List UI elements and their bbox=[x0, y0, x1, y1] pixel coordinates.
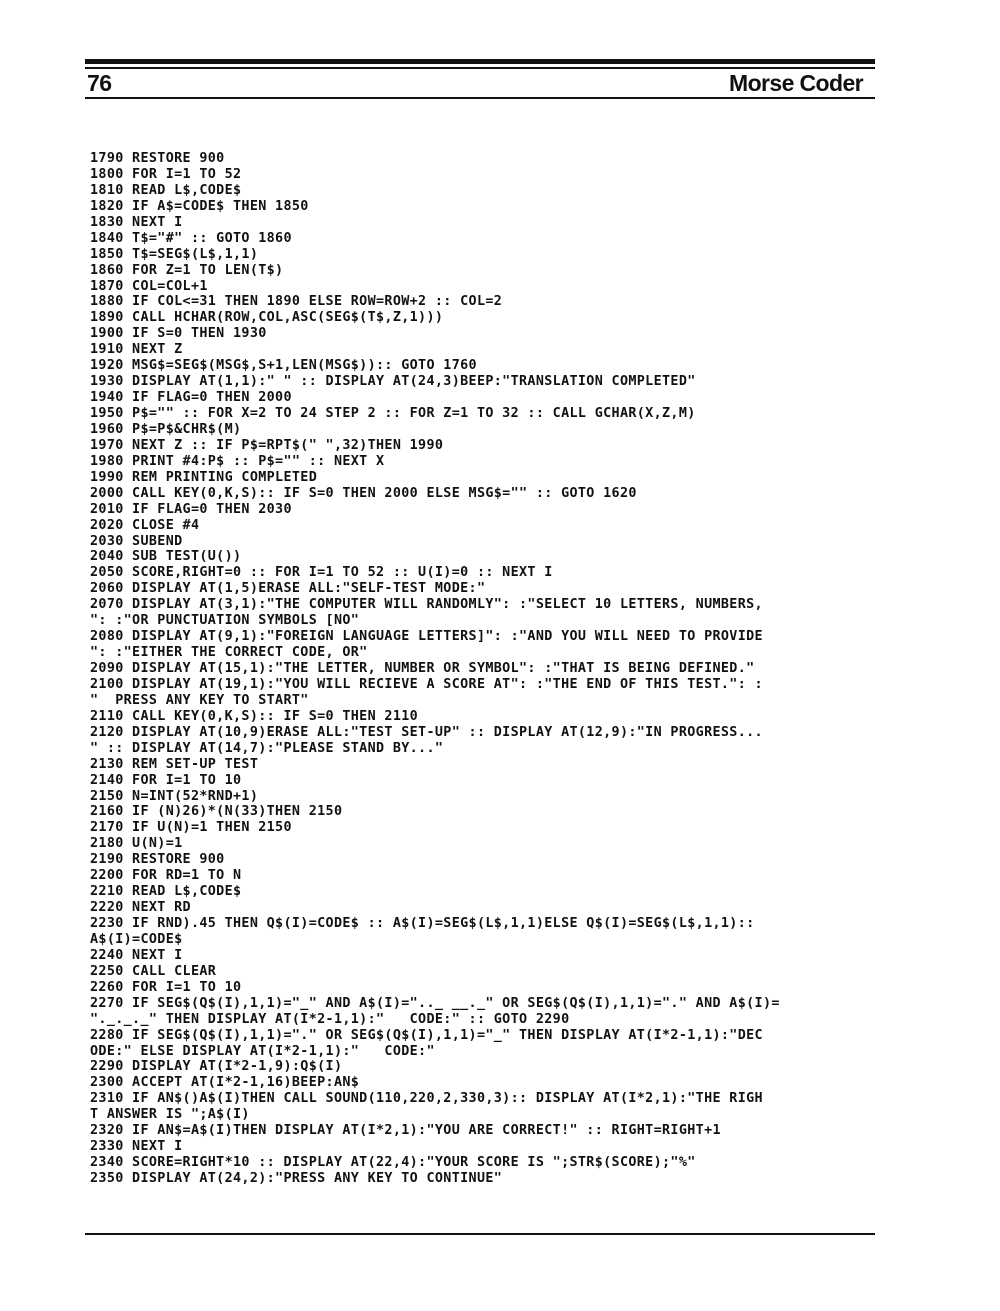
page-header bbox=[85, 68, 875, 100]
code-line: 1870 COL=COL+1 bbox=[90, 278, 208, 294]
code-line: 1900 IF S=0 THEN 1930 bbox=[90, 326, 267, 342]
code-line: 2310 IF AN$()A$(I)THEN CALL SOUND(110,220,2,330,3):: DISPLAY AT(I*2,1):"THE RIGH bbox=[90, 1091, 763, 1107]
code-line: 2300 ACCEPT AT(I*2-1,16)BEEP:AN$ bbox=[90, 1075, 360, 1091]
code-line: A$(I)=CODE$ bbox=[90, 931, 183, 947]
page-number: 76 bbox=[87, 70, 112, 96]
code-line: 2220 NEXT RD bbox=[90, 900, 191, 916]
code-line: 1960 P$=P$&CHR$(M) bbox=[90, 421, 242, 437]
code-line: 2250 CALL CLEAR bbox=[90, 963, 217, 979]
code-line: 1810 READ L$,CODE$ bbox=[90, 182, 242, 198]
code-line: 2240 NEXT I bbox=[90, 947, 183, 963]
code-line: "._._._" THEN DISPLAY AT(I*2-1,1):" CODE:" :: GOTO 2290 bbox=[90, 1011, 570, 1027]
code-line: " PRESS ANY KEY TO START" bbox=[90, 692, 309, 708]
code-line: 2100 DISPLAY AT(19,1):"YOU WILL RECIEVE A SCORE AT": :"THE END OF THIS TEST.": : bbox=[90, 676, 763, 692]
code-line: 2020 CLOSE #4 bbox=[90, 517, 200, 533]
code-line: 1820 IF A$=CODE$ THEN 1850 bbox=[90, 198, 309, 214]
code-line: 1840 T$="#" :: GOTO 1860 bbox=[90, 230, 292, 246]
code-line: 2180 U(N)=1 bbox=[90, 836, 183, 852]
code-line: 1850 T$=SEG$(L$,1,1) bbox=[90, 246, 259, 262]
code-line: 2070 DISPLAY AT(3,1):"THE COMPUTER WILL RANDOMLY": :"SELECT 10 LETTERS, NUMBERS, bbox=[90, 597, 763, 613]
code-line: 1970 NEXT Z :: IF P$=RPT$(" ",32)THEN 1990 bbox=[90, 437, 444, 453]
code-line: 1880 IF COL<=31 THEN 1890 ELSE ROW=ROW+2 :: COL=2 bbox=[90, 294, 503, 310]
running-title: Morse Coder bbox=[729, 70, 863, 96]
code-line: 2090 DISPLAY AT(15,1):"THE LETTER, NUMBER OR SYMBOL": :"THAT IS BEING DEFINED." bbox=[90, 661, 755, 676]
code-line: 2110 CALL KEY(0,K,S):: IF S=0 THEN 2110 bbox=[90, 708, 419, 724]
header-rule-thick bbox=[85, 59, 875, 64]
code-line: 1920 MSG$=SEG$(MSG$,S+1,LEN(MSG$)):: GOTO 1760 bbox=[90, 358, 477, 374]
code-line: 1890 CALL HCHAR(ROW,COL,ASC(SEG$(T$,Z,1))) bbox=[90, 310, 444, 326]
code-line: 2130 REM SET-UP TEST bbox=[90, 756, 259, 772]
code-line: 1990 REM PRINTING COMPLETED bbox=[90, 469, 318, 485]
code-line: ": :"OR PUNCTUATION SYMBOLS [NO" bbox=[90, 613, 360, 629]
code-line: 2040 SUB TEST(U()) bbox=[90, 549, 242, 565]
code-line: 1860 FOR Z=1 TO LEN(T$) bbox=[90, 262, 284, 278]
code-line: 2000 CALL KEY(0,K,S):: IF S=0 THEN 2000 ELSE MSG$="" :: GOTO 1620 bbox=[90, 485, 637, 501]
code-line: 2120 DISPLAY AT(10,9)ERASE ALL:"TEST SET-UP" :: DISPLAY AT(12,9):"IN PROGRESS... bbox=[90, 724, 763, 740]
code-line: 2200 FOR RD=1 TO N bbox=[90, 868, 242, 884]
code-line: 2270 IF SEG$(Q$(I),1,1)="_" AND A$(I)=".._ __._" OR SEG$(Q$(I),1,1)="." AND A$(I)= bbox=[90, 995, 780, 1011]
code-line: 2140 FOR I=1 TO 10 bbox=[90, 772, 242, 788]
code-line: 2280 IF SEG$(Q$(I),1,1)="." OR SEG$(Q$(I),1,1)="_" THEN DISPLAY AT(I*2-1,1):"DEC bbox=[90, 1027, 763, 1043]
code-line: 2260 FOR I=1 TO 10 bbox=[90, 979, 242, 995]
code-line: 2050 SCORE,RIGHT=0 :: FOR I=1 TO 52 :: U(I)=0 :: NEXT I bbox=[90, 565, 553, 581]
code-line: 1830 NEXT I bbox=[90, 214, 183, 230]
code-line: 1940 IF FLAG=0 THEN 2000 bbox=[90, 390, 292, 406]
code-line: 2170 IF U(N)=1 THEN 2150 bbox=[90, 820, 292, 836]
code-line: 1910 NEXT Z bbox=[90, 342, 183, 358]
code-line: ": :"EITHER THE CORRECT CODE, OR" bbox=[90, 645, 368, 661]
code-line: 2160 IF (N)26)*(N(33)THEN 2150 bbox=[90, 804, 343, 820]
code-line: " :: DISPLAY AT(14,7):"PLEASE STAND BY..." bbox=[90, 740, 444, 756]
code-line: 2150 N=INT(52*RND+1) bbox=[90, 788, 259, 804]
code-line: T ANSWER IS ";A$(I) bbox=[90, 1107, 250, 1123]
code-line: 1790 RESTORE 900 bbox=[90, 151, 225, 166]
code-line: 2010 IF FLAG=0 THEN 2030 bbox=[90, 501, 292, 517]
code-line: 2330 NEXT I bbox=[90, 1139, 183, 1155]
code-line: 2230 IF RND).45 THEN Q$(I)=CODE$ :: A$(I)=SEG$(L$,1,1)ELSE Q$(I)=SEG$(L$,1,1):: bbox=[90, 916, 755, 931]
header-underline-rule bbox=[85, 97, 875, 99]
code-line: 2060 DISPLAY AT(1,5)ERASE ALL:"SELF-TEST MODE:" bbox=[90, 581, 486, 597]
code-line: 2190 RESTORE 900 bbox=[90, 852, 225, 868]
footer-rule bbox=[85, 1233, 875, 1235]
code-line: 1800 FOR I=1 TO 52 bbox=[90, 166, 242, 182]
code-line: 2290 DISPLAY AT(I*2-1,9):Q$(I) bbox=[90, 1059, 343, 1075]
code-line: 1950 P$="" :: FOR X=2 TO 24 STEP 2 :: FOR Z=1 TO 32 :: CALL GCHAR(X,Z,M) bbox=[90, 406, 696, 421]
code-line: ODE:" ELSE DISPLAY AT(I*2-1,1):" CODE:" bbox=[90, 1043, 435, 1059]
code-line: 2080 DISPLAY AT(9,1):"FOREIGN LANGUAGE LETTERS]": :"AND YOU WILL NEED TO PROVIDE bbox=[90, 629, 763, 645]
code-line: 2030 SUBEND bbox=[90, 533, 183, 549]
program-listing bbox=[90, 151, 870, 1187]
code-line: 1930 DISPLAY AT(1,1):" " :: DISPLAY AT(24,3)BEEP:"TRANSLATION COMPLETED" bbox=[90, 374, 696, 390]
code-line: 1980 PRINT #4:P$ :: P$="" :: NEXT X bbox=[90, 453, 385, 469]
code-line: 2340 SCORE=RIGHT*10 :: DISPLAY AT(22,4):"YOUR SCORE IS ";STR$(SCORE);"%" bbox=[90, 1155, 696, 1171]
code-line: 2210 READ L$,CODE$ bbox=[90, 884, 242, 900]
code-line: 2320 IF AN$=A$(I)THEN DISPLAY AT(I*2,1):"YOU ARE CORRECT!" :: RIGHT=RIGHT+1 bbox=[90, 1123, 721, 1139]
code-line: 2350 DISPLAY AT(24,2):"PRESS ANY KEY TO CONTINUE" bbox=[90, 1171, 503, 1186]
